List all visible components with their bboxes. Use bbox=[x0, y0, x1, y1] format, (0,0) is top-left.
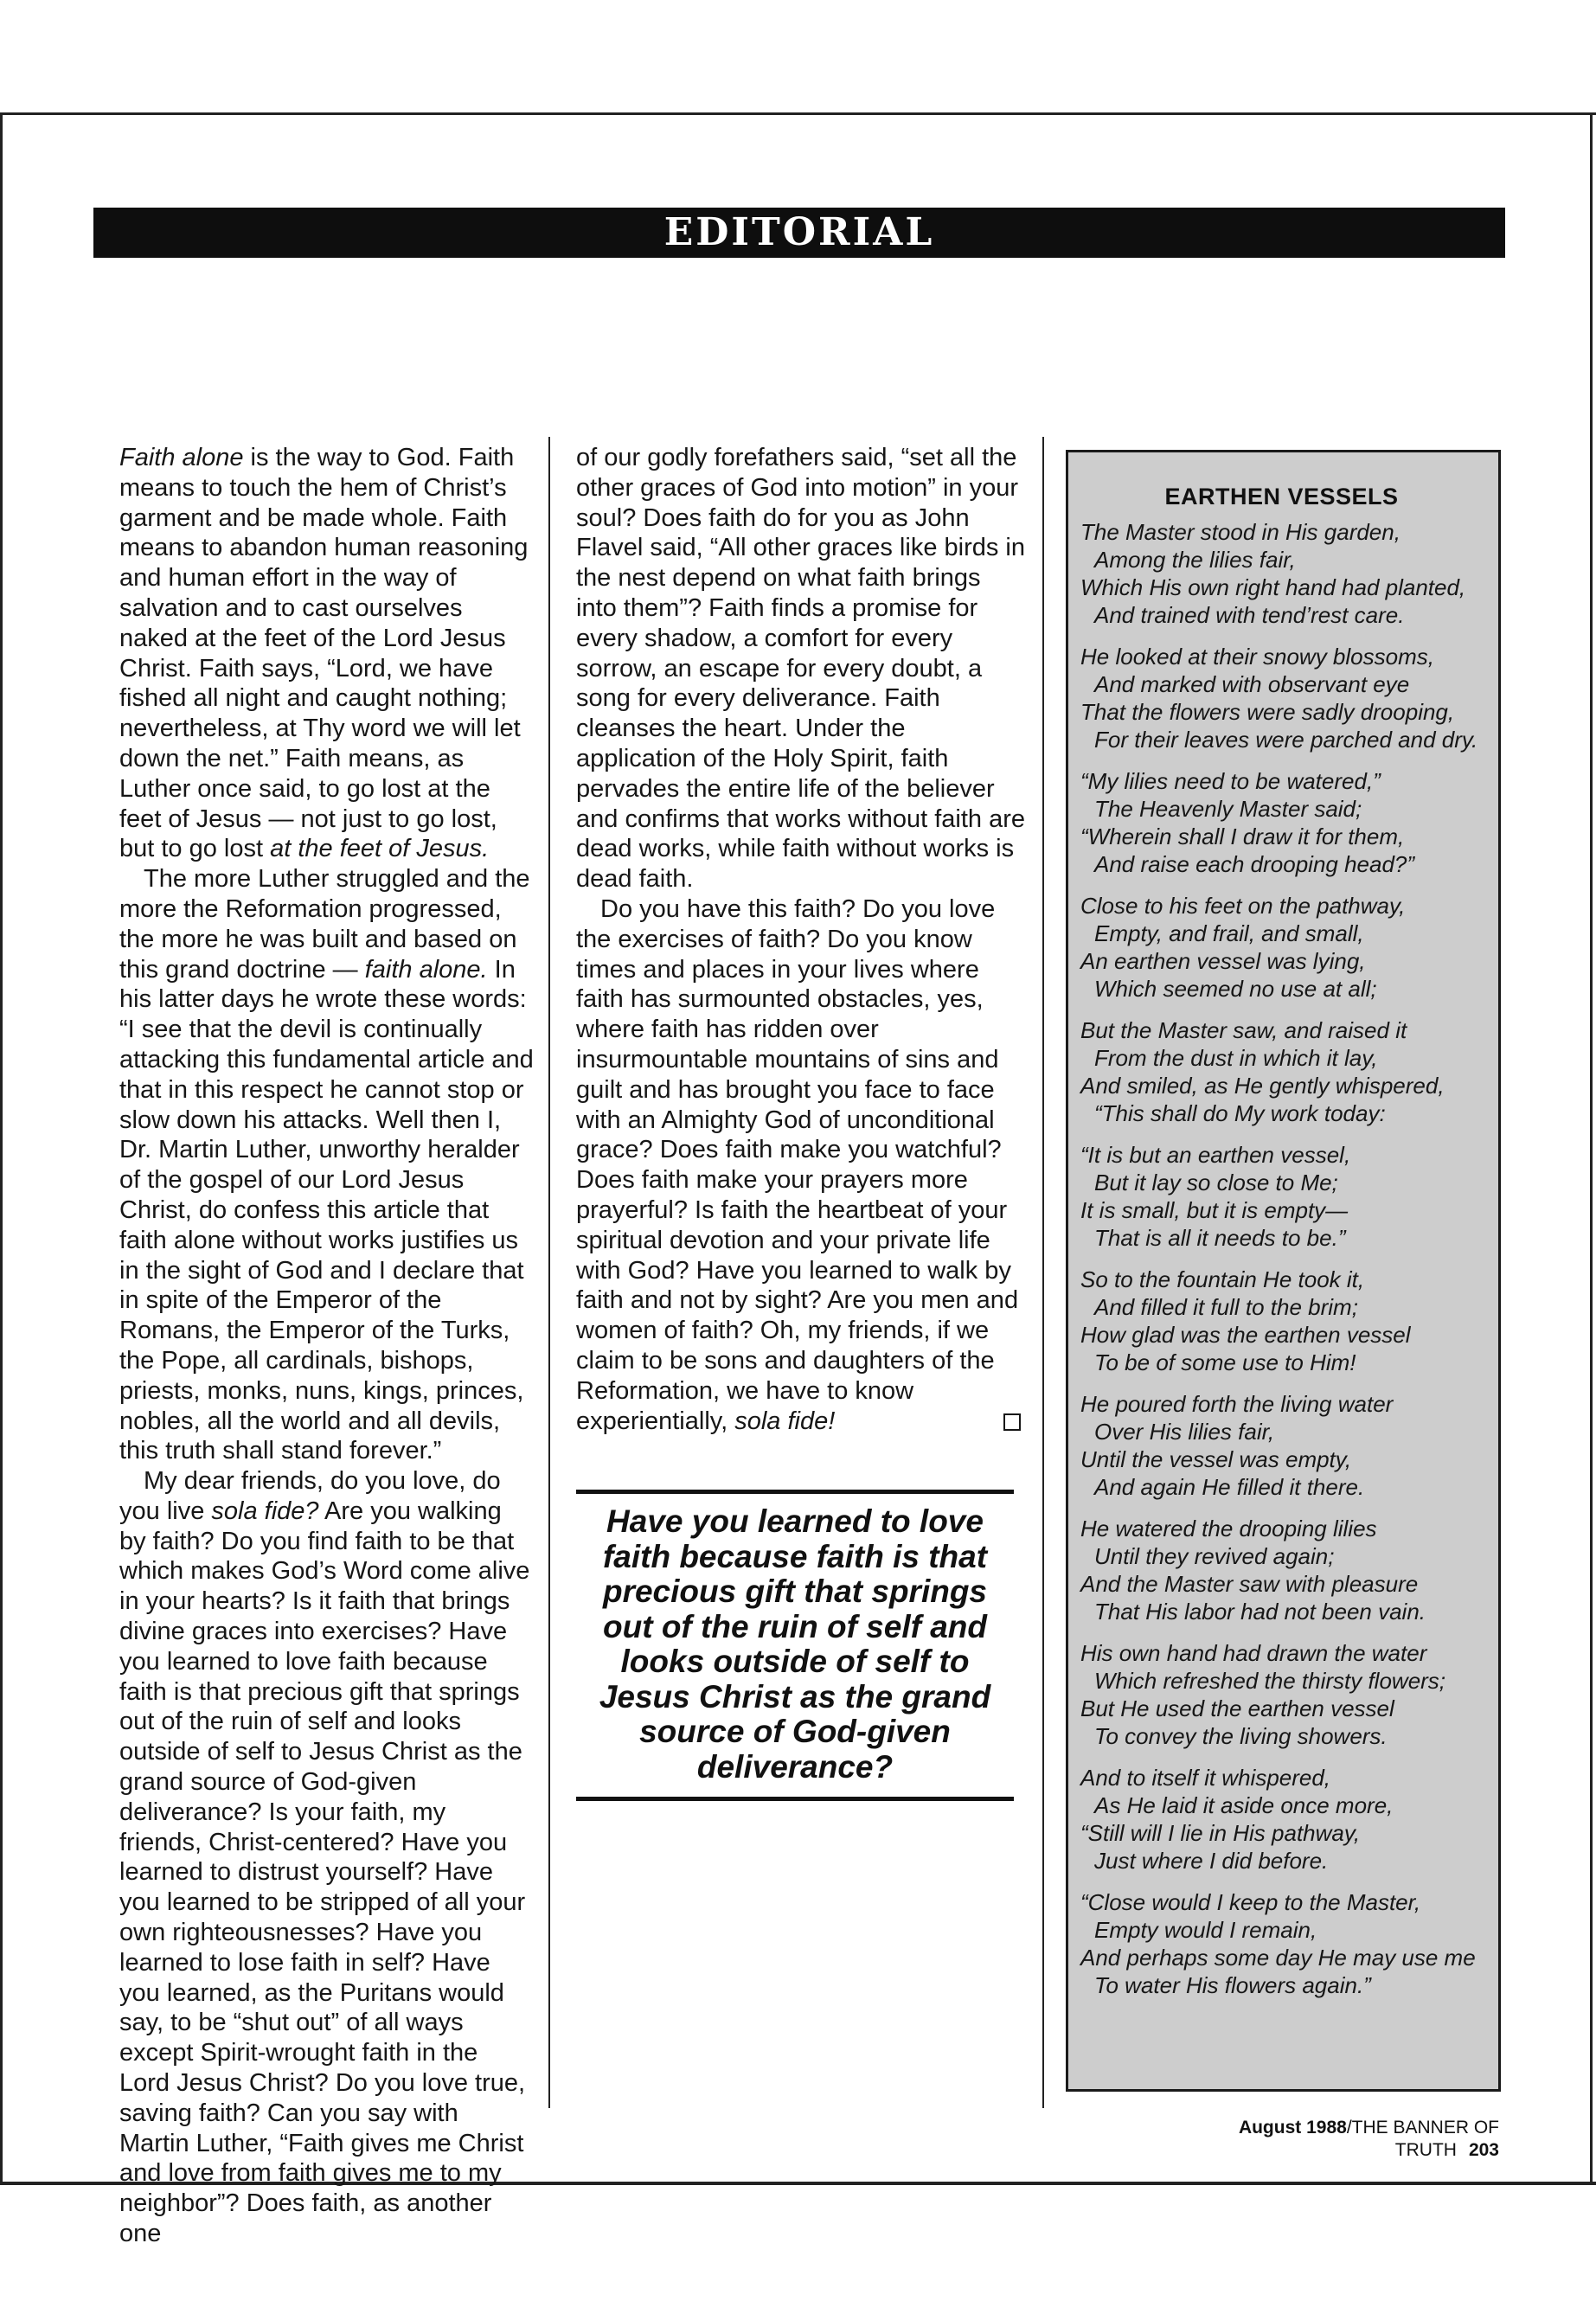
poem-line: So to the fountain He took it, bbox=[1080, 1266, 1365, 1292]
paragraph-3-text-a: My dear friends, do you love, do you live bbox=[119, 1467, 501, 1525]
poem-stanza bbox=[1080, 892, 1483, 1003]
pull-quote: Have you learned to love faith because faith is that precious gift that springs out of the ruin of self and looks outside of self to Jesus Christ as the grand source of God-given deliverance? bbox=[576, 1490, 1014, 1801]
poem-title: EARTHEN VESSELS bbox=[1164, 484, 1399, 510]
top-rule bbox=[0, 112, 1596, 115]
poem-line: Over His lilies fair, bbox=[1094, 1419, 1275, 1445]
paragraph-3-emphasis: sola fide? bbox=[211, 1497, 319, 1525]
poem-line: He poured forth the living water bbox=[1080, 1391, 1394, 1417]
poem-stanza bbox=[1080, 1764, 1483, 1875]
poem-stanza bbox=[1080, 1016, 1483, 1127]
poem-line: “Wherein shall I draw it for them, bbox=[1080, 824, 1405, 849]
poem-line: But it lay so close to Me; bbox=[1094, 1170, 1338, 1195]
poem-line: That the flowers were sadly drooping, bbox=[1080, 699, 1455, 725]
poem-line: Which refreshed the thirsty flowers; bbox=[1094, 1668, 1446, 1694]
poem-line: And to itself it whispered, bbox=[1080, 1765, 1331, 1791]
footer-publication: /THE BANNER OF TRUTH bbox=[1346, 2118, 1499, 2160]
poem-stanza bbox=[1080, 518, 1483, 629]
poem-line: An earthen vessel was lying, bbox=[1080, 948, 1366, 974]
paragraph-3-text-b: Are you walking by faith? Do you find faith to be that which makes God’s Word come alive in your hearts? Is it faith that brings divine graces into exercises? Have you learned to love faith because faith is that precious gift that springs out of the ruin of self and looks outside of self to Jesus Christ as the grand source of God-given deliverance? Is your faith, my friends, Christ-centered? Have you learned to distrust yourself? Have you learned to be stripped of all your own righteousnesses? Have you learned to lose faith in self? Have you learned, as the Puritans would say, to be “shut out” of all ways except Spirit-wrought faith in the Lord Jesus Christ? Do you love true, saving faith? Can you say with Martin Luther, “Faith gives me Christ and love from faith gives me to my neighbor”? Does faith, as another one bbox=[119, 1497, 530, 2248]
poem-line: He looked at their snowy blossoms, bbox=[1080, 644, 1434, 670]
poem-line: And perhaps some day He may use me bbox=[1080, 1945, 1476, 1971]
article-paragraph-1 bbox=[119, 443, 535, 864]
poem-line: And again He filled it there. bbox=[1094, 1474, 1365, 1500]
paragraph-2-rest: In his latter days he wrote these words: “I see that the devil is continually attacking this fundamental article and that in this respect he cannot stop or slow down his attacks. Well then I, Dr. Martin Luther, unworthy heralder of the gospel of our Lord Jesus Christ, do confess this article that faith alone without works justifies us in the sight of God and I declare that in spite of the Emperor of the Romans, the Emperor of the Turks, the Pope, all cardinals, bishops, priests, monks, nuns, kings, princes, nobles, all the world and all devils, this truth shall stand forever.” bbox=[119, 955, 534, 1465]
article-column-1 bbox=[119, 443, 535, 2249]
poem-line: Until the vessel was empty, bbox=[1080, 1446, 1352, 1472]
poem-line: “Close would I keep to the Master, bbox=[1080, 1889, 1421, 1915]
poem-line: For their leaves were parched and dry. bbox=[1094, 727, 1478, 753]
poem-stanza bbox=[1080, 1390, 1483, 1501]
poem-line: And marked with observant eye bbox=[1094, 671, 1410, 697]
poem-line: But He used the earthen vessel bbox=[1080, 1695, 1394, 1721]
poem-stanzas bbox=[1080, 518, 1483, 1999]
column-divider-1 bbox=[548, 437, 550, 2108]
poem-line: Until they revived again; bbox=[1094, 1543, 1335, 1569]
poem-line: “Still will I lie in His pathway, bbox=[1080, 1820, 1361, 1846]
poem-line: “My lilies need to be watered,” bbox=[1080, 768, 1381, 794]
poem-line: It is small, but it is empty— bbox=[1080, 1197, 1349, 1223]
right-page-edge bbox=[1590, 112, 1593, 2185]
poem-stanza bbox=[1080, 1639, 1483, 1750]
poem-line: Empty would I remain, bbox=[1094, 1917, 1317, 1943]
poem-line: Close to his feet on the pathway, bbox=[1080, 893, 1406, 919]
poem-line: That is all it needs to be.” bbox=[1094, 1225, 1346, 1251]
page-number: 203 bbox=[1468, 2140, 1499, 2160]
paragraph-4-text: Do you have this faith? Do you love the exercises of faith? Do you know times and places in your lives where faith has surmounted obstacles, yes, where faith has ridden over insurmountable mountains of sins and guilt and has brought you face to face with an Almighty God of unconditional grace? Does faith make you watchful? Does faith make your prayers more prayerful? Is faith the heartbeat of your spiritual devotion and your private life with God? Have you learned to walk by faith and not by sight? Are you men and women of faith? Oh, my friends, if we claim to be sons and daughters of the Reformation, we have to know experientially, bbox=[576, 894, 1019, 1435]
paragraph-2-emphasis: faith alone. bbox=[364, 955, 488, 984]
left-page-edge bbox=[0, 112, 3, 2185]
poem-stanza bbox=[1080, 767, 1483, 878]
poem-line: And raise each drooping head?” bbox=[1094, 851, 1415, 877]
poem-line: To water His flowers again.” bbox=[1094, 1972, 1371, 1998]
paragraph-2-text: The more Luther struggled and the more the Reformation progressed, the more he was built and based on this grand doctrine — bbox=[119, 865, 530, 984]
poem-line: How glad was the earthen vessel bbox=[1080, 1322, 1411, 1348]
poem-stanza bbox=[1080, 1141, 1483, 1252]
column-divider-2 bbox=[1042, 437, 1044, 2108]
footer-date: August 1988 bbox=[1238, 2118, 1347, 2138]
article-column-2 bbox=[576, 443, 1028, 1436]
poem-line: Just where I did before. bbox=[1094, 1848, 1329, 1874]
poem-line: The Master stood in His garden, bbox=[1080, 519, 1401, 545]
article-paragraph-2 bbox=[119, 864, 535, 1466]
poem-line: The Heavenly Master said; bbox=[1094, 796, 1362, 822]
poem-stanza bbox=[1080, 1266, 1483, 1376]
poem-line: And smiled, as He gently whispered, bbox=[1080, 1073, 1445, 1099]
article-paragraph-3-continued: of our godly forefathers said, “set all the other graces of God into motion” in your soul? Does faith do for you as John Flavel said, “All other graces like birds in the nest depend on what faith brings into them”? Faith finds a promise for every shadow, a comfort for every sorrow, an escape for every doubt, a song for every deliverance. Faith cleanses the heart. Under the application of the Holy Spirit, faith pervades the entire life of the believer and confirms that works without faith are dead works, while faith without works is dead faith. bbox=[576, 444, 1026, 894]
page-footer bbox=[1136, 2117, 1499, 2162]
paragraph-4-emphasis: sola fide! bbox=[734, 1407, 836, 1435]
poem-line: Empty, and frail, and small, bbox=[1094, 920, 1364, 946]
poem-line: And trained with tend’rest care. bbox=[1094, 602, 1405, 628]
poem-line: To convey the living showers. bbox=[1094, 1723, 1388, 1749]
poem-stanza bbox=[1080, 1888, 1483, 1999]
article-paragraph-4 bbox=[576, 894, 1028, 1436]
poem-line: That His labor had not been vain. bbox=[1094, 1599, 1426, 1625]
poem-stanza bbox=[1080, 643, 1483, 753]
poem-line: And filled it full to the brim; bbox=[1094, 1294, 1358, 1320]
poem-line: “This shall do My work today: bbox=[1094, 1100, 1386, 1126]
poem-line: And the Master saw with pleasure bbox=[1080, 1571, 1419, 1597]
poem-stanza bbox=[1080, 1515, 1483, 1625]
poem-line: As He laid it aside once more, bbox=[1094, 1792, 1394, 1818]
editorial-banner: EDITORIAL bbox=[93, 208, 1505, 258]
poem-sidebar bbox=[1066, 450, 1501, 2092]
poem-line: His own hand had drawn the water bbox=[1080, 1640, 1427, 1666]
article-paragraph-3 bbox=[119, 1466, 535, 2249]
paragraph-1-text: is the way to God. Faith means to touch the hem of Christ’s garment and be made whole. Faith means to abandon human reasoning and human effort in the way of salvation and to cast ourselves naked at the feet of the Lord Jesus Christ. Faith says, “Lord, we have fished all night and caught nothing; nevertheless, at Thy word we will let down the net.” Faith means, as Luther once said, to go lost at the feet of Jesus — not just to go lost, but to go lost bbox=[119, 444, 529, 863]
poem-line: To be of some use to Him! bbox=[1094, 1349, 1356, 1375]
lead-emphasis: Faith alone bbox=[119, 444, 244, 471]
poem-line: He watered the drooping lilies bbox=[1080, 1516, 1377, 1541]
poem-line: Among the lilies fair, bbox=[1094, 547, 1296, 573]
end-of-article-mark bbox=[1003, 1413, 1021, 1431]
poem-line: Which seemed no use at all; bbox=[1094, 976, 1377, 1002]
poem-line: But the Master saw, and raised it bbox=[1080, 1017, 1407, 1043]
paragraph-1-tail: at the feet of Jesus. bbox=[270, 835, 490, 863]
poem-line: “It is but an earthen vessel, bbox=[1080, 1142, 1351, 1168]
poem-line: Which His own right hand had planted, bbox=[1080, 574, 1466, 600]
poem-line: From the dust in which it lay, bbox=[1094, 1045, 1378, 1071]
